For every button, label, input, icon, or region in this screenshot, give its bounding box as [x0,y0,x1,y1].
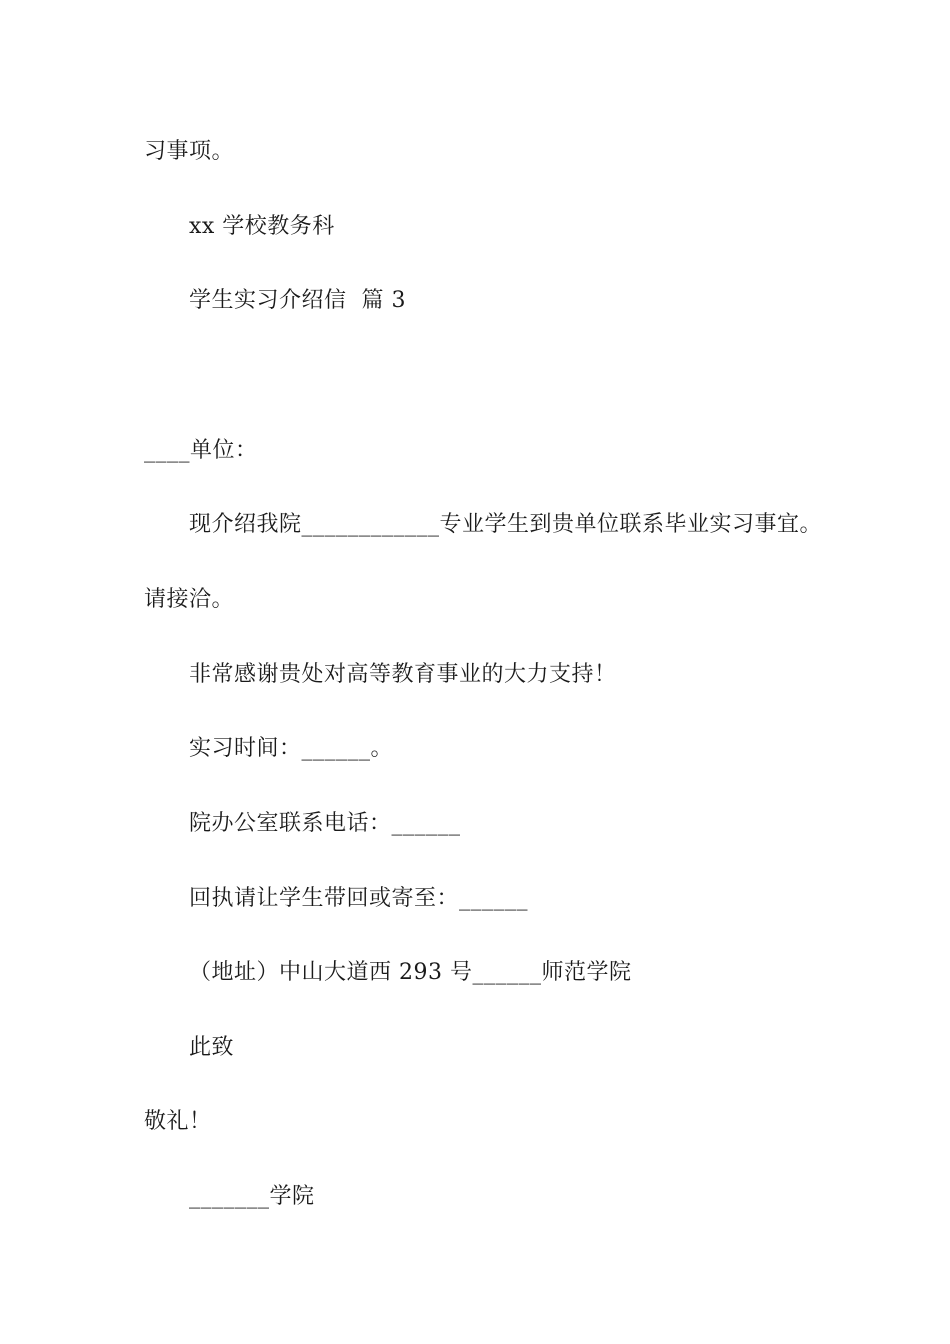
recipient-line: ____单位： [144,438,258,463]
office-phone-line: 院办公室联系电话：______ [189,811,461,836]
school-department-signature: xx 学校教务科 [189,214,335,239]
previous-section-ending: 习事项。 [144,139,235,164]
college-signature-line: _______学院 [189,1184,315,1209]
request-line: 请接洽。 [144,587,235,612]
thanks-paragraph: 非常感谢贵处对高等教育事业的大力支持！ [189,662,617,687]
introduction-paragraph: 现介绍我院____________专业学生到贵单位联系毕业实习事宜。 [189,512,823,537]
section-title: 学生实习介绍信 篇 3 [189,288,406,313]
return-receipt-line: 回执请让学生带回或寄至：______ [189,886,529,911]
closing-salutation-1: 此致 [189,1035,235,1060]
internship-period-line: 实习时间：______。 [189,736,394,761]
address-line: （地址）中山大道西 293 号______师范学院 [189,960,632,985]
closing-salutation-2: 敬礼！ [144,1109,212,1134]
